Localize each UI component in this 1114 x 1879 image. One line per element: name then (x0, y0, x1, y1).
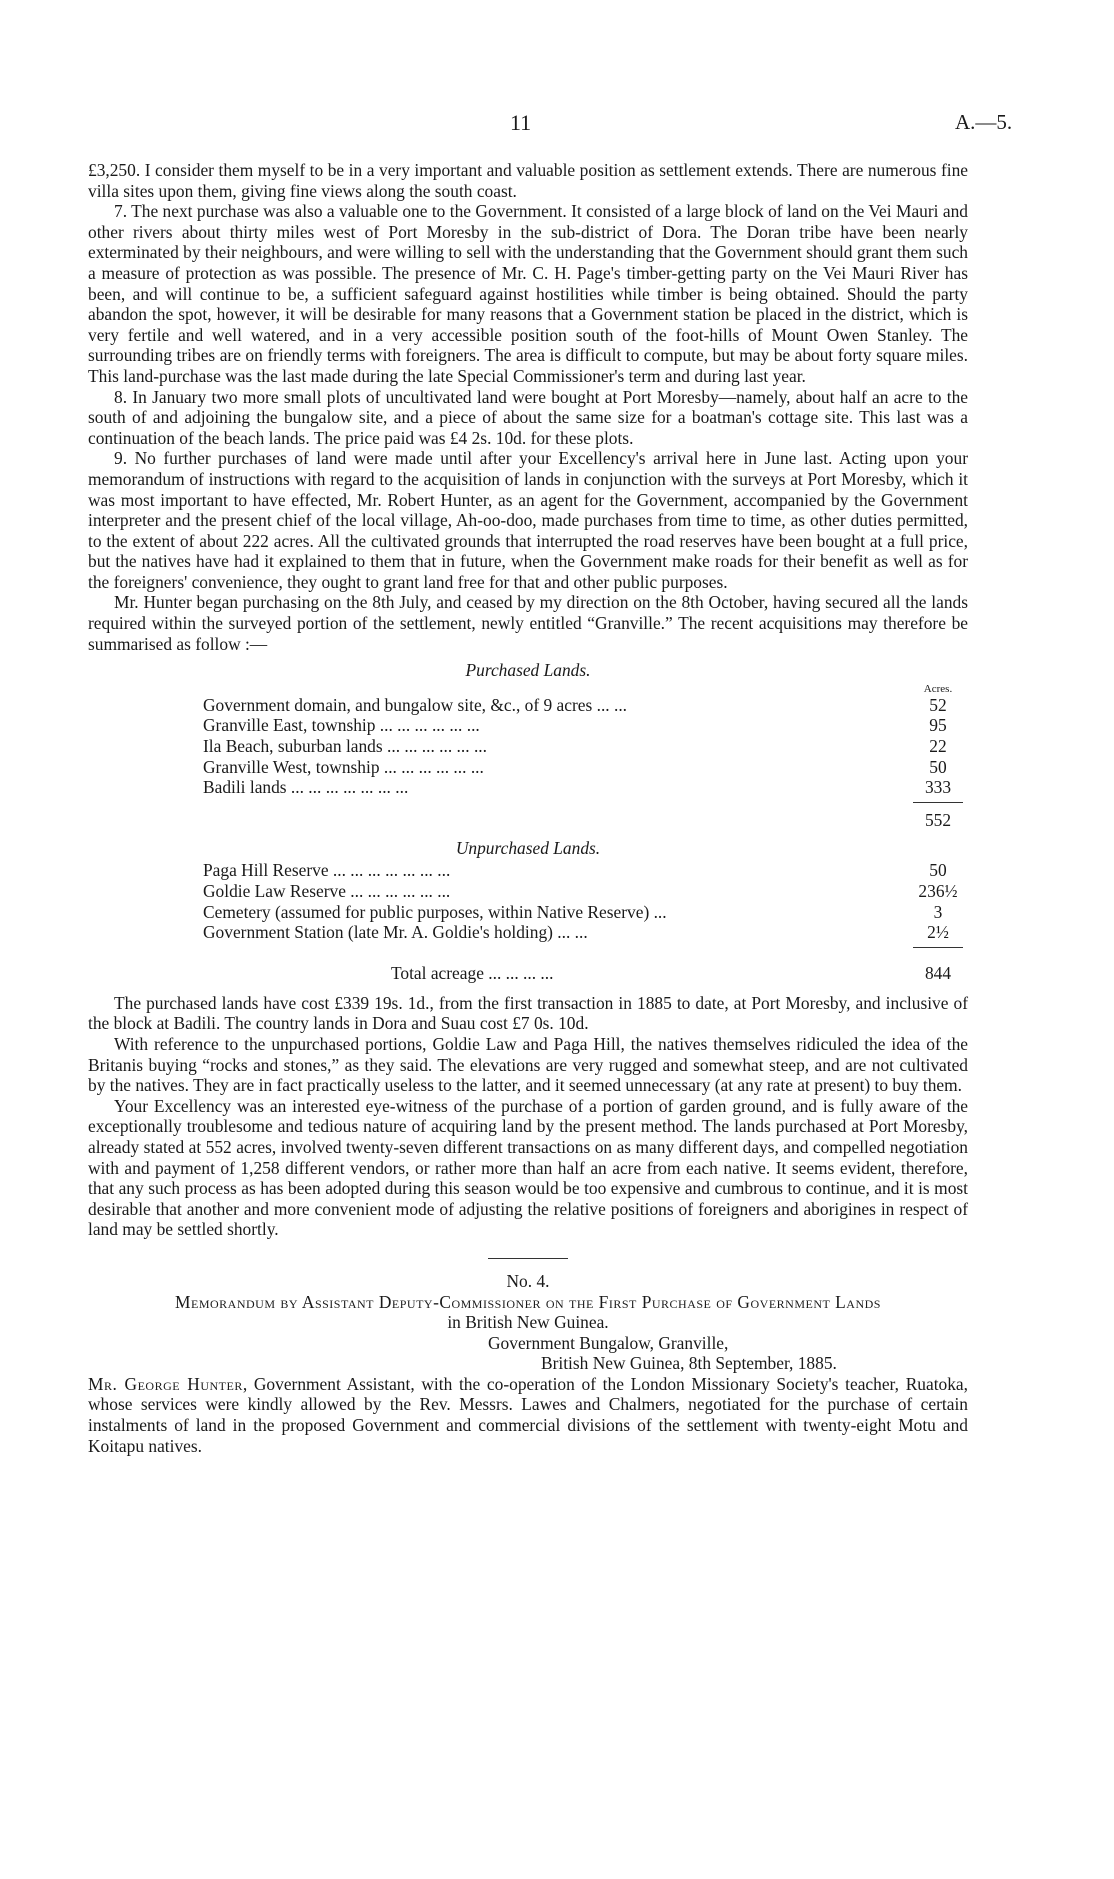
row-label: Granville West, township ... ... ... ... ... ... (203, 756, 484, 777)
memo-opening-paragraph (88, 1374, 968, 1456)
row-value: 236½ (918, 881, 958, 901)
unpurchased-lands-heading: Unpurchased Lands. (455, 837, 601, 858)
row-label: Goldie Law Reserve ... ... ... ... ... ... (203, 881, 451, 901)
total-rule (203, 943, 968, 953)
land-summary-table (88, 660, 968, 985)
row-label: Paga Hill Reserve ... ... ... ... ... ... ... (203, 860, 451, 881)
paragraph-cost: The purchased lands have cost £339 19s. 1d., from the first transaction in 1885 to date, at Port Moresby, and inclusive of the block at Badili. The country lands in Dora and Suau cost £7 0s. 10d. (88, 992, 968, 1034)
row-value: 333 (924, 777, 952, 798)
row-value: 95 (929, 715, 947, 736)
body-text (88, 160, 968, 1456)
table-row (203, 715, 968, 736)
subtotal-rule (203, 798, 968, 808)
paragraph-7: 7. The next purchase was also a valuable one to the Government. It consisted of a large block of land on the Vei Mauri and other rivers about thirty miles west of Port Moresby in the sub-district of Dora. The Doran tribe have been nearly exterminated by their neighbours, and were willing to sell with the understanding that the Government should grant them such a measure of protection as was possible. The presence of Mr. C. H. Page's timber-getting party on the Vei Mauri River has been, and will continue to be, a sufficient safeguard against hostilities while timber is being obtained. Should the party abandon the spot, however, it will be desirable for many reasons that a Government station be placed in the district, which is very fertile and well watered, and in a very accessible position south of the foot-hills of Mount Owen Stanley. The surrounding tribes are on friendly terms with foreigners. The area is difficult to compute, but may be about forty square miles. This land-purchase was the last made during the late Special Commissioner's term and during last year. (88, 201, 968, 386)
row-label: Ila Beach, suburban lands ... ... ... ... ... ... (203, 736, 487, 757)
document-reference: A.—5. (955, 110, 1013, 134)
row-label: Cemetery (assumed for public purposes, within Native Reserve) ... (203, 901, 667, 922)
memo-address-line-1: Government Bungalow, Granville, (488, 1332, 729, 1353)
table-row (203, 777, 968, 798)
paragraph-hunter: Mr. Hunter began purchasing on the 8th July, and ceased by my direction on the 8th October, having secured all the lands required within the surveyed portion of the settlement, newly entitled “Granville.” The recent acquisitions may therefore be summarised as follow :— (88, 592, 968, 654)
table-row (203, 922, 968, 943)
total-acreage-row (203, 959, 968, 985)
page-number: 11 (510, 110, 532, 135)
table-row (203, 902, 968, 923)
row-value: 52 (929, 694, 947, 715)
paragraph-continuation: £3,250. I consider them myself to be in a very important and valuable position as settlement extends. There are numerous fine villa sites upon them, giving fine views along the south coast. (88, 160, 968, 201)
row-label: Government domain, and bungalow site, &c., of 9 acres ... ... (203, 694, 628, 715)
purchased-subtotal-row (203, 808, 968, 832)
table-row (203, 860, 968, 881)
total-acreage-value: 844 (924, 962, 952, 983)
paragraph-8: 8. In January two more small plots of uncultivated land were bought at Port Moresby—namely, about half an acre to the south of and adjoining the bungalow site, and a piece of about the same size for a boatman's cottage site. This last was a continuation of the beach lands. The price paid was £4 2s. 10d. for these plots. (88, 386, 968, 448)
paragraph-unpurchased: With reference to the unpurchased portions, Goldie Law and Paga Hill, the natives themselves ridiculed the idea of the Britanis buying “rocks and stones,” as they said. The elevations are very rugged and somewhat steep, and are not cultivated by the natives. They are in fact practically useless to the latter, and it seemed unnecessary (at any rate at present) to buy them. (88, 1033, 968, 1096)
row-value: 50 (929, 860, 947, 881)
paragraph-9: 9. No further purchases of land were made until after your Excellency's arrival here in June last. Acting upon your memorandum of instructions with regard to the acquisition of lands in conjunction with the surveys at Port Moresby, which it was most important to have effected, Mr. Robert Hunter, as an agent for the Government, accompanied by the Government interpreter and the present chief of the local village, Ah-oo-doo, made purchases from time to time, as other duties permitted, to the extent of about 222 acres. All the cultivated grounds that interrupted the road reserves have been bought at a full price, but the natives have had it explained to them that in future, when the Government make roads for their benefit as well as for the foreigners' convenience, they ought to grant land free for that and other public purposes. (88, 448, 968, 592)
purchased-subtotal: 552 (924, 809, 952, 830)
memo-opening-name: Mr. George Hunter (88, 1373, 243, 1394)
row-value: 22 (929, 736, 947, 757)
row-value: 3 (933, 901, 943, 922)
paragraph-excellency: Your Excellency was an interested eye-witness of the purchase of a portion of garden ground, and is fully aware of the exceptionally troublesome and tedious nature of acquiring land by the present method. The lands purchased at Port Moresby, already stated at 552 acres, involved twenty-seven different transactions on as many different days, and compelled negotiation with and payment of 1,258 different vendors, or rather more than half an acre from each native. It seems evident, therefore, that any such process as has been adopted during this season would be too expensive and cumbrous to continue, and it is most desirable that another and more convenient mode of adjusting the relative positions of foreigners and aborigines in respect of land may be settled shortly. (88, 1095, 968, 1240)
table-row (203, 736, 968, 757)
table-row (203, 757, 968, 778)
acres-column-heading: Acres. (923, 682, 953, 695)
total-acreage-label: Total acreage ... ... ... ... (391, 962, 554, 983)
row-label: Government Station (late Mr. A. Goldie's holding) ... ... (203, 922, 588, 943)
memo-opening-text: , Government Assistant, with the co-operation of the London Missionary Society's teacher, Ruatoka, whose services were kindly allowed by the Rev. Messrs. Lawes and Chalmers, negotiated for the purchase of certain instalments of land in the proposed Government and commercial divisions of the settlement with twenty-eight Motu and Koitapu natives. (88, 1373, 968, 1456)
rule-line (913, 802, 963, 803)
row-label: Granville East, township ... ... ... ... ... ... (203, 715, 480, 736)
page-header (0, 110, 1114, 140)
memo-title-line-1: Memorandum by Assistant Deputy-Commissioner on the First Purchase of Government Lands (175, 1291, 881, 1312)
memo-title-line-2: in British New Guinea. (447, 1312, 609, 1333)
row-label: Badili lands ... ... ... ... ... ... ... (203, 777, 409, 798)
memo-address-line-2: British New Guinea, 8th September, 1885. (541, 1353, 837, 1374)
table-row (203, 881, 968, 902)
row-value: 50 (929, 756, 947, 777)
table-row (203, 695, 968, 716)
memo-number: No. 4. (506, 1270, 550, 1291)
rule-line (913, 947, 963, 948)
purchased-lands-heading: Purchased Lands. (465, 660, 591, 681)
row-value: 2½ (927, 922, 949, 943)
section-separator (488, 1258, 568, 1259)
